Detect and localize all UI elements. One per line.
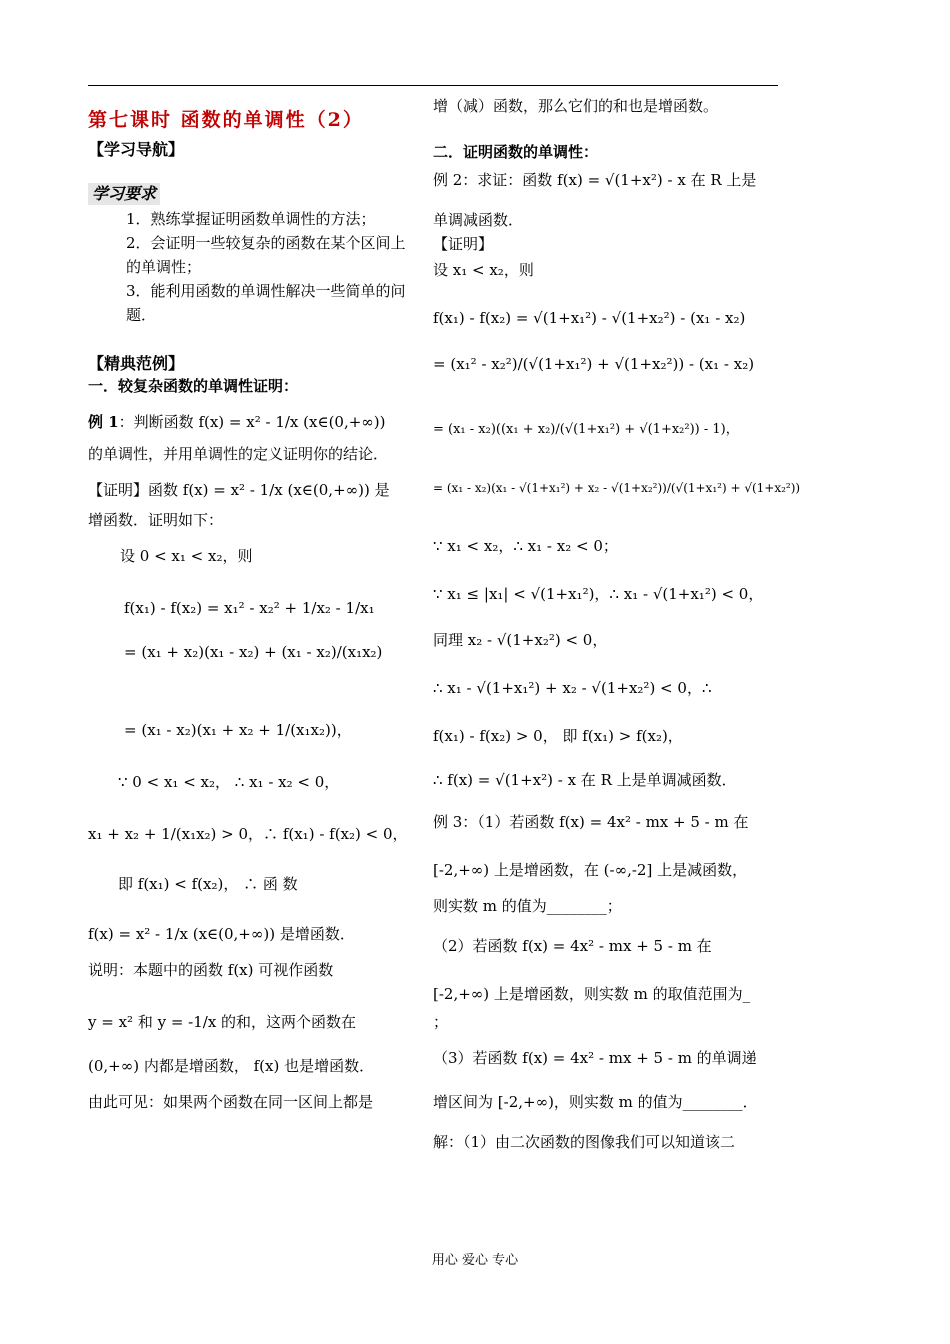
- ex2-eq1: f(x₁) - f(x₂) = √(1+x₁²) - √(1+x₂²) - (x₁ - x₂): [433, 309, 746, 327]
- ex3-part2-a: （2）若函数 f(x) = 4x² - mx + 5 - m 在: [433, 937, 712, 955]
- ex2-eq5: ∵ x₁ < x₂，∴ x₁ - x₂ < 0；: [433, 537, 618, 555]
- right-continuation: 增（减）函数，那么它们的和也是增函数。: [433, 97, 719, 115]
- ex2-eq9: f(x₁) - f(x₂) > 0， 即 f(x₁) > f(x₂)，: [433, 727, 683, 745]
- ex3-part1-b: [-2,+∞) 上是增函数，在 (-∞,-2] 上是减函数，: [433, 861, 748, 879]
- ex2-eq2: = (x₁² - x₂²)/(√(1+x₁²) + √(1+x₂²)) - (x₁ - x₂): [433, 355, 755, 373]
- ex3-part3-a: （3）若函数 f(x) = 4x² - mx + 5 - m 的单调递: [433, 1049, 757, 1067]
- ex2-eq7: 同理 x₂ - √(1+x₂²) < 0，: [433, 631, 608, 649]
- ex1-statement-cont: 的单调性，并用单调性的定义证明你的结论．: [88, 445, 389, 463]
- nav-heading: 【学习导航】: [88, 140, 185, 159]
- ex1-eq7: f(x) = x² - 1/x (x∈(0,+∞)) 是增函数．: [88, 925, 355, 943]
- ex3-part2-b: [-2,+∞) 上是增函数，则实数 m 的取值范围为_: [433, 985, 751, 1003]
- ex3-solution: 解：（1）由二次函数的图像我们可以知道该二: [433, 1133, 736, 1151]
- ex2-eq10: ∴ f(x) = √(1+x²) - x 在 R 上是单调减函数．: [433, 771, 737, 789]
- ex2-set: 设 x₁ < x₂，则: [433, 261, 534, 279]
- requirement-2: 2．会证明一些较复杂的函数在某个区间上的单调性；: [126, 234, 406, 276]
- ex1-eq3: = (x₁ - x₂)(x₁ + x₂ + 1/(x₁x₂))，: [124, 721, 352, 739]
- ex3-part1-c: 则实数 m 的值为________；: [433, 897, 622, 915]
- ex1-proof-intro-cont: 增函数．证明如下：: [88, 511, 224, 529]
- page-footer: 用心 爱心 专心: [431, 1253, 519, 1268]
- right-column: [433, 95, 801, 1153]
- ex1-note4: 由此可见：如果两个函数在同一区间上都是: [88, 1093, 374, 1111]
- ex3-part1-a: 例 3：（1）若函数 f(x) = 4x² - mx + 5 - m 在: [433, 813, 749, 831]
- requirement-1: 1．熟练掌握证明函数单调性的方法；: [126, 210, 376, 228]
- ex2-eq6: ∵ x₁ ≤ |x₁| < √(1+x₁²)，∴ x₁ - √(1+x₁²) < 0，: [433, 585, 764, 603]
- ex1-eq6: 即 f(x₁) < f(x₂)， ∴ 函 数: [118, 875, 298, 893]
- top-rule: [88, 85, 778, 86]
- section2-heading: 二．证明函数的单调性：: [433, 143, 599, 161]
- ex1-set: 设 0 < x₁ < x₂，则: [120, 547, 253, 565]
- ex2-statement: 例 2：求证：函数 f(x) = √(1+x²) - x 在 R 上是: [433, 171, 757, 189]
- ex1-note1: 说明：本题中的函数 f(x) 可视作函数: [88, 961, 334, 979]
- ex2-eq8: ∴ x₁ - √(1+x₁²) + x₂ - √(1+x₂²) < 0，∴: [433, 679, 712, 697]
- ex1-statement: ：判断函数 f(x) = x² - 1/x (x∈(0,+∞)): [118, 413, 386, 431]
- ex1-eq2: = (x₁ + x₂)(x₁ - x₂) + (x₁ - x₂)/(x₁x₂): [124, 643, 383, 661]
- ex2-proof-label: 【证明】: [433, 235, 494, 253]
- ex1-note3: (0,+∞) 内都是增函数， f(x) 也是增函数．: [88, 1057, 375, 1075]
- requirement-3: 3．能利用函数的单调性解决一些简单的问题．: [126, 282, 406, 324]
- ex2-eq4: = (x₁ - x₂)(x₁ - √(1+x₁²) + x₂ - √(1+x₂²))/(√(1+x₁²) + √(1+x₂²)): [433, 481, 801, 495]
- ex3-part3-b: 增区间为 [-2,+∞)，则实数 m 的值为________．: [433, 1093, 758, 1111]
- ex1-eq4: ∵ 0 < x₁ < x₂， ∴ x₁ - x₂ < 0，: [118, 773, 340, 791]
- ex2-eq3: = (x₁ - x₂)((x₁ + x₂)/(√(1+x₁²) + √(1+x₂²)) - 1)，: [433, 422, 739, 437]
- ex1-label: 例 1: [88, 413, 119, 431]
- ex2-statement-cont: 单调减函数．: [433, 211, 524, 229]
- examples-heading: 【精典范例】: [88, 354, 185, 373]
- ex1-proof-intro: 【证明】函数 f(x) = x² - 1/x (x∈(0,+∞)) 是: [88, 481, 390, 499]
- ex1-note2: y = x² 和 y = -1/x 的和，这两个函数在: [88, 1013, 357, 1031]
- ex3-part2-c: ；: [433, 1013, 449, 1031]
- requirements-heading: 学习要求: [88, 183, 160, 205]
- ex1-eq1: f(x₁) - f(x₂) = x₁² - x₂² + 1/x₂ - 1/x₁: [124, 599, 375, 617]
- page-title: 第七课时 函数的单调性（2）: [88, 109, 364, 131]
- ex1-eq5: x₁ + x₂ + 1/(x₁x₂) > 0，∴ f(x₁) - f(x₂) < 0，: [88, 825, 408, 843]
- section1-heading: 一．较复杂函数的单调性证明：: [88, 377, 299, 395]
- left-column: [88, 95, 406, 1113]
